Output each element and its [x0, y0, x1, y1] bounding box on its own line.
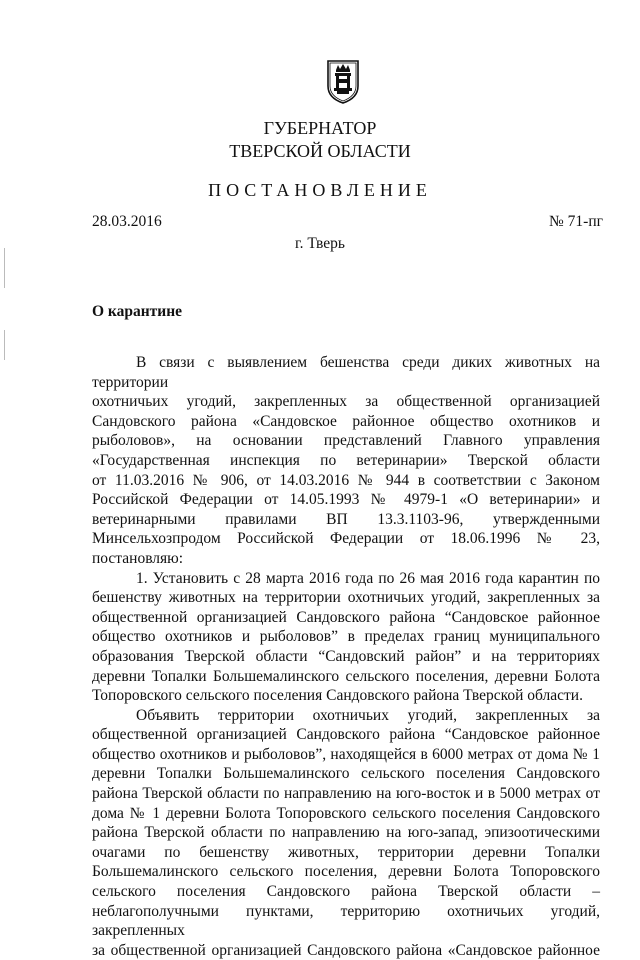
- text-line: образования Тверской области “Сандовский район” и на территориях: [92, 647, 600, 665]
- item-2-paragraph: [92, 706, 600, 960]
- text-line: района Тверской области по направлению на юго-восток и в 5000 метрах от: [92, 785, 600, 803]
- text-line: Сандовского района «Сандовское районное общество охотников и: [92, 412, 600, 430]
- text-line: Топоровского сельского поселения Сандовского района Тверской области.: [92, 687, 583, 705]
- text-line: 1. Установить с 28 марта 2016 года по 26 мая 2016 года карантин по: [136, 569, 600, 587]
- scan-margin-mark: [4, 248, 5, 288]
- authority-line-2: ТВЕРСКОЙ ОБЛАСТИ: [229, 141, 411, 161]
- text-line: деревни Топалки Большемалинского сельского поселения Сандовского: [92, 765, 600, 783]
- scan-margin-mark: [4, 330, 5, 360]
- item-1-paragraph: [92, 569, 600, 706]
- issuing-authority: [0, 117, 640, 163]
- text-line: ветеринарными правилами ВП 13.3.1103-96, утвержденными: [92, 510, 600, 528]
- text-line: общество охотников и рыболовов” в пределах границ муниципального: [92, 628, 600, 646]
- coat-of-arms-icon: [326, 58, 360, 104]
- text-line: охотничьих угодий, закрепленных за общественной организацией: [92, 393, 600, 411]
- text-line: общество охотников и рыболовов”, находящейся в 6000 метрах от дома № 1: [92, 745, 600, 763]
- text-line: очагами по бешенству животных, территории деревни Топалки: [92, 843, 600, 861]
- authority-line-1: ГУБЕРНАТОР: [263, 118, 377, 138]
- text-line: общественной организацией Сандовского района “Сандовское районное: [92, 726, 600, 744]
- text-line: «Государственная инспекция по ветеринарии» Тверской области: [92, 451, 600, 469]
- text-line: Большемалинского сельского поселения, деревни Болота Топоровского: [92, 863, 600, 881]
- document-body: [92, 353, 600, 960]
- text-line: за общественной организацией Сандовского района «Сандовское районное: [92, 941, 600, 959]
- text-line: Минсельхозпродом Российской Федерации от 18.06.1996 № 23, постановляю:: [92, 530, 600, 567]
- text-line: дома № 1 деревни Болота Топоровского сельского поселения Сандовского: [92, 804, 600, 822]
- document-number: № 71-пг: [549, 213, 603, 230]
- document-date: 28.03.2016: [92, 213, 162, 230]
- text-line: района Тверской области по направлению на юго-запад, эпизоотическими: [92, 824, 600, 842]
- text-line: бешенству животных на территории охотничьих угодий, закрепленных за: [92, 589, 600, 607]
- text-line: сельского поселения Сандовского района Тверской области –: [92, 883, 600, 901]
- text-line: Российской Федерации от 14.05.1993 № 4979-1 «О ветеринарии» и: [92, 491, 600, 509]
- text-line: общественной организацией Сандовского района “Сандовское районное: [92, 608, 600, 626]
- intro-paragraph: [92, 353, 600, 569]
- document-type: ПОСТАНОВЛЕНИЕ: [208, 180, 432, 200]
- text-line: рыболовов», на основании представлений Главного управления: [92, 432, 600, 450]
- text-line: от 11.03.2016 № 906, от 14.03.2016 № 944 в соответствии с Законом: [92, 471, 600, 489]
- text-line: В связи с выявлением бешенства среди диких животных на территории: [92, 354, 600, 391]
- text-line: Объявить территории охотничьих угодий, закрепленных за: [136, 706, 600, 724]
- document-city: г. Тверь: [295, 235, 345, 252]
- text-line: неблагополучными пунктами, территорию охотничьих угодий, закрепленных: [92, 902, 600, 940]
- document-subject: О карантине: [92, 303, 183, 320]
- text-line: деревни Топалки Большемалинского сельского поселения, деревни Болота: [92, 667, 600, 685]
